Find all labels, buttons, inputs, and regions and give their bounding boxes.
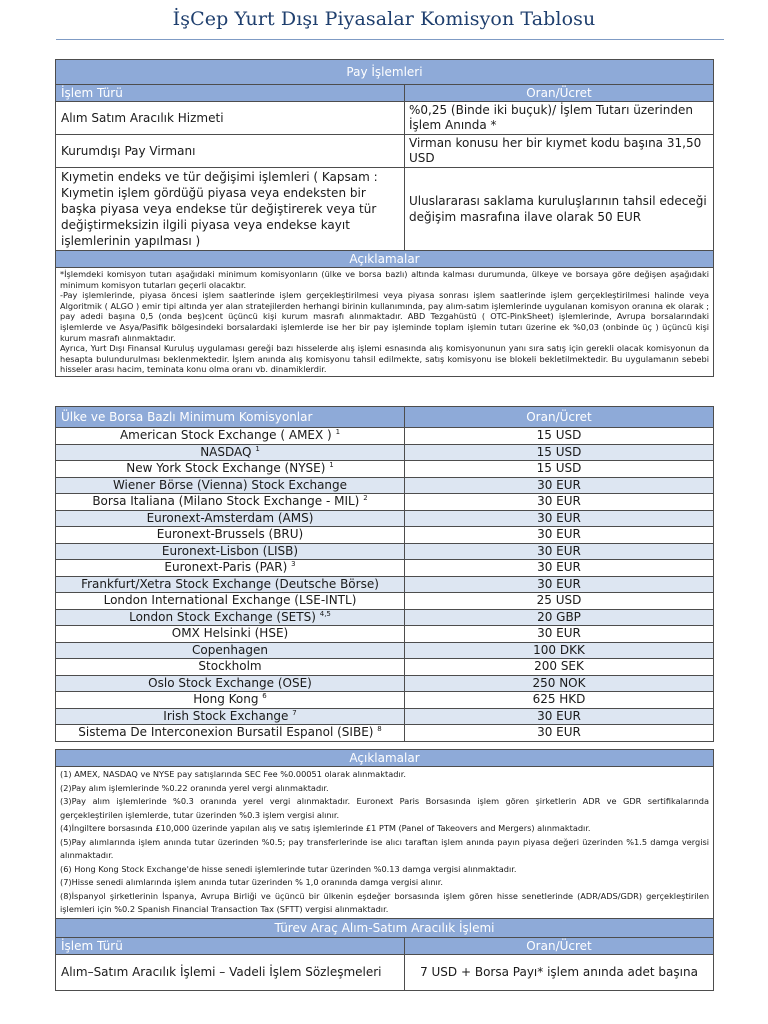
exchange-rate: 25 USD [405, 593, 714, 610]
exchange-name-text: Frankfurt/Xetra Stock Exchange (Deutsche Börse) [81, 576, 379, 591]
deriv-col-rate: Oran/Ücret [405, 937, 714, 954]
table-row [56, 642, 714, 659]
footnote-ref: 2 [363, 494, 368, 503]
table-row [56, 708, 714, 725]
exchange-name [56, 708, 405, 725]
min-col-exchange: Ülke ve Borsa Bazlı Minimum Komisyonlar [56, 407, 405, 428]
deriv-col-type: İşlem Türü [56, 937, 405, 954]
exchange-name [56, 527, 405, 544]
table-row [56, 477, 714, 494]
minimum-commission-table [55, 406, 714, 742]
pay-row-rate: Uluslararası saklama kuruluşlarının tahsil edeceği değişim masrafına ilave olarak 50 EUR [405, 168, 714, 251]
table-row [56, 593, 714, 610]
exchange-name-text: Hong Kong [193, 692, 259, 707]
note-paragraph: (3)Pay alım işlemlerinde %0.3 oranında yerel vergi alınmaktadır. Euronext Paris Borsasında işlem gören şirketlerin ADR ve GDR sertifikalarında gerçekleştirilen işlemlerde, tutar üzerinden %0.3 işlem vergisi alınır. [60, 796, 710, 820]
table-row [56, 626, 714, 643]
footnote-ref: 4,5 [319, 609, 331, 618]
exchange-name [56, 609, 405, 626]
exchange-rate: 625 HKD [405, 692, 714, 709]
exchange-rate: 30 EUR [405, 494, 714, 511]
table-row [56, 659, 714, 676]
exchange-name-text: Copenhagen [192, 642, 268, 657]
exchange-name [56, 510, 405, 527]
notes2-title: Açıklamalar [56, 750, 714, 767]
pay-row-rate: %0,25 (Binde iki buçuk)/ İşlem Tutarı üzerinden İşlem Anında * [405, 102, 714, 135]
footnote-ref: 1 [329, 461, 334, 470]
exchange-name [56, 642, 405, 659]
pay-section-title: Pay İşlemleri [56, 60, 714, 85]
notes1-body [56, 268, 714, 377]
exchange-rate: 250 NOK [405, 675, 714, 692]
exchange-name [56, 593, 405, 610]
exchange-name-text: Oslo Stock Exchange (OSE) [148, 675, 312, 690]
exchange-name-text: Stockholm [198, 659, 262, 674]
title-divider [56, 39, 724, 40]
exchange-name [56, 626, 405, 643]
deriv-section-title: Türev Araç Alım-Satım Aracılık İşlemi [56, 918, 714, 937]
exchange-name-text: Wiener Börse (Vienna) Stock Exchange [112, 477, 348, 492]
exchange-name [56, 675, 405, 692]
footnote-ref: 6 [262, 692, 267, 701]
notes2-body [56, 767, 714, 919]
exchange-rate: 30 EUR [405, 527, 714, 544]
exchange-rate: 15 USD [405, 444, 714, 461]
table-row [56, 444, 714, 461]
exchange-name [56, 659, 405, 676]
exchange-name-text: Euronext-Amsterdam (AMS) [146, 510, 314, 525]
table-row [56, 428, 714, 445]
exchange-name-text: London International Exchange (LSE-INTL) [103, 593, 357, 608]
exchange-rate: 100 DKK [405, 642, 714, 659]
exchange-rate: 20 GBP [405, 609, 714, 626]
exchange-name-text: London Stock Exchange (SETS) [129, 609, 316, 624]
note-paragraph: -Pay işlemlerinde, piyasa öncesi işlem saatlerinde işlem gerçekleştirilmesi veya piyasa sonrası işlem saatlerinde işlem gerçekleştirilmesi halinde veya Algoritmik ( ALGO ) emir tipi altında yer alan stratejilerden herhangi birinin kullanımında, pay alım-satım işlemlerinde uygulanan komisyon oranına ek olarak ; pay adedi başına 0,5 (onda beş)cent üçüncü kişi kurum masrafı alınmaktadır. ABD Tezgahüstü ( OTC-PinkSheet) işlemlerinde, Avrupa borsalarındaki işlemlerde ve Asya/Pasifik bölgesindeki borsalardaki işlemlerde ise her bir pay işleminde toplam işlemin tutarı üzerine ek %0,03 (onbinde üç ) üçüncü kişi kurum masrafı alınmaktadır. [60, 290, 709, 343]
footnote-ref: 7 [292, 708, 297, 717]
exchange-name [56, 494, 405, 511]
table-row [56, 692, 714, 709]
table-row [56, 461, 714, 478]
pay-row-type: Kurumdışı Pay Virmanı [56, 135, 405, 168]
pay-row-type: Kıymetin endeks ve tür değişimi işlemleri ( Kapsam : Kıymetin işlem gördüğü piyasa veya endeksten bir başka piyasa veya endekse tür değiştirerek veya tür değiştirmeksizin ilgili piyasa veya endekse kayıt işlemlerinin yapılması ) [56, 168, 405, 251]
note-paragraph: (7)Hisse senedi alımlarında işlem anında tutar üzerinden % 1,0 oranında damga vergisi alınır. [60, 877, 444, 887]
note-paragraph: (2)Pay alım işlemlerinde %0.22 oranında yerel vergi alınmaktadır. [60, 782, 329, 793]
pay-col-type: İşlem Türü [56, 85, 405, 102]
exchange-name [56, 576, 405, 593]
exchange-rate: 30 EUR [405, 576, 714, 593]
note-paragraph: (1) AMEX, NASDAQ ve NYSE pay satışlarında SEC Fee %0.00051 olarak alınmaktadır. [60, 769, 406, 779]
table-row [56, 102, 714, 135]
table-row [56, 560, 714, 577]
exchange-name-text: American Stock Exchange ( AMEX ) [119, 428, 332, 443]
exchange-name [56, 692, 405, 709]
exchange-name-text: Euronext-Brussels (BRU) [156, 527, 304, 542]
exchange-name-text: Borsa Italiana (Milano Stock Exchange - MIL) [92, 494, 360, 509]
footnote-ref: 3 [291, 560, 296, 569]
table-row [56, 543, 714, 560]
deriv-row-rate: 7 USD + Borsa Payı* işlem anında adet başına [405, 954, 714, 990]
footnote-ref: 1 [335, 428, 341, 437]
table-row [56, 675, 714, 692]
note-paragraph: (6) Hong Kong Stock Exchange'de hisse senedi işlemlerinde tutar üzerinden %0.13 damga vergisi alınmaktadır. [60, 863, 517, 874]
notes2-table [55, 749, 714, 991]
min-col-rate: Oran/Ücret [405, 407, 714, 428]
note-paragraph: *İşlemdeki komisyon tutarı aşağıdaki minimum komisyonların (ülke ve borsa bazlı) altında kalması durumunda, ülkeye ve borsaya göre değişen aşağıdaki minimum komisyon tutarları geçerli olacaktır. [60, 269, 709, 290]
table-row [56, 494, 714, 511]
exchange-name [56, 725, 405, 742]
deriv-row-type: Alım–Satım Aracılık İşlemi – Vadeli İşlem Sözleşmeleri [56, 954, 405, 990]
exchange-rate: 30 EUR [405, 543, 714, 560]
table-row [56, 609, 714, 626]
exchange-rate: 30 EUR [405, 708, 714, 725]
table-row [56, 135, 714, 168]
pay-col-rate: Oran/Ücret [405, 85, 714, 102]
footnote-ref: 1 [255, 444, 260, 453]
exchange-rate: 200 SEK [405, 659, 714, 676]
exchange-rate: 30 EUR [405, 477, 714, 494]
table-row [56, 576, 714, 593]
pay-row-rate: Virman konusu her bir kıymet kodu başına 31,50 USD [405, 135, 714, 168]
note-paragraph: (4)İngiltere borsasında £10,000 üzerinde yapılan alış ve satış işlemlerinde £1 PTM (Panel of Takeovers and Mergers) alınmaktadır. [60, 823, 591, 833]
pay-row-type: Alım Satım Aracılık Hizmeti [56, 102, 405, 135]
notes1-title: Açıklamalar [56, 251, 714, 268]
exchange-name [56, 543, 405, 560]
table-row [56, 168, 714, 251]
table-row [56, 725, 714, 742]
page-title: İşCep Yurt Dışı Piyasalar Komisyon Tablosu [172, 8, 596, 30]
exchange-name [56, 428, 405, 445]
exchange-name-text: New York Stock Exchange (NYSE) [126, 461, 326, 476]
exchange-rate: 30 EUR [405, 725, 714, 742]
note-paragraph: (8)İspanyol şirketlerinin İspanya, Avrupa Birliği ve üçüncü bir ülkenin eşdeğer borsasında işlem gören hisse senetlerinde (ADR/ADS/GDR) gerçekleştirilen işlemleri için %0.2 Spanish Financial Transaction Tax (SFTT) vergisi alınmaktadır. [60, 890, 710, 914]
exchange-name-text: Sistema De Interconexion Bursatil Espanol (SIBE) [78, 725, 374, 740]
exchange-name [56, 560, 405, 577]
exchange-name [56, 477, 405, 494]
exchange-rate: 30 EUR [405, 560, 714, 577]
exchange-rate: 30 EUR [405, 626, 714, 643]
pay-islemleri-table [55, 59, 714, 377]
footnote-ref: 8 [377, 725, 382, 734]
table-row [56, 527, 714, 544]
exchange-rate: 15 USD [405, 461, 714, 478]
exchange-name-text: Irish Stock Exchange [163, 708, 289, 723]
table-row [56, 510, 714, 527]
exchange-name-text: OMX Helsinki (HSE) [171, 626, 289, 641]
exchange-rate: 30 EUR [405, 510, 714, 527]
table-row [56, 954, 714, 990]
exchange-rate: 15 USD [405, 428, 714, 445]
exchange-name-text: Euronext-Lisbon (LISB) [161, 543, 299, 558]
exchange-name-text: NASDAQ [200, 444, 252, 459]
exchange-name [56, 461, 405, 478]
exchange-name [56, 444, 405, 461]
note-paragraph: Ayrıca, Yurt Dışı Finansal Kuruluş uygulaması gereği bazı hisselerde alış işlemi esnasında alış komisyonunun yanı sıra satış için gerekli olacak komisyonun da hesapta bulundurulması beklenmektedir. İşlem anında alış komisyonu tahsil edilmekte, satış komisyonu ise blokeli bekletilmektedir. Bu uygulamanın sebebi hisseler arası hacim, teminata konu olma oranı vb. dinamiklerdir. [60, 343, 709, 375]
exchange-name-text: Euronext-Paris (PAR) [164, 560, 288, 575]
note-paragraph: (5)Pay alımlarında işlem anında tutar üzerinden %0.5; pay transferlerinde ise alıcı taraftan işlem anında payın piyasa değeri üzerinden %1.5 damga vergisi alınmaktadır. [60, 836, 710, 860]
